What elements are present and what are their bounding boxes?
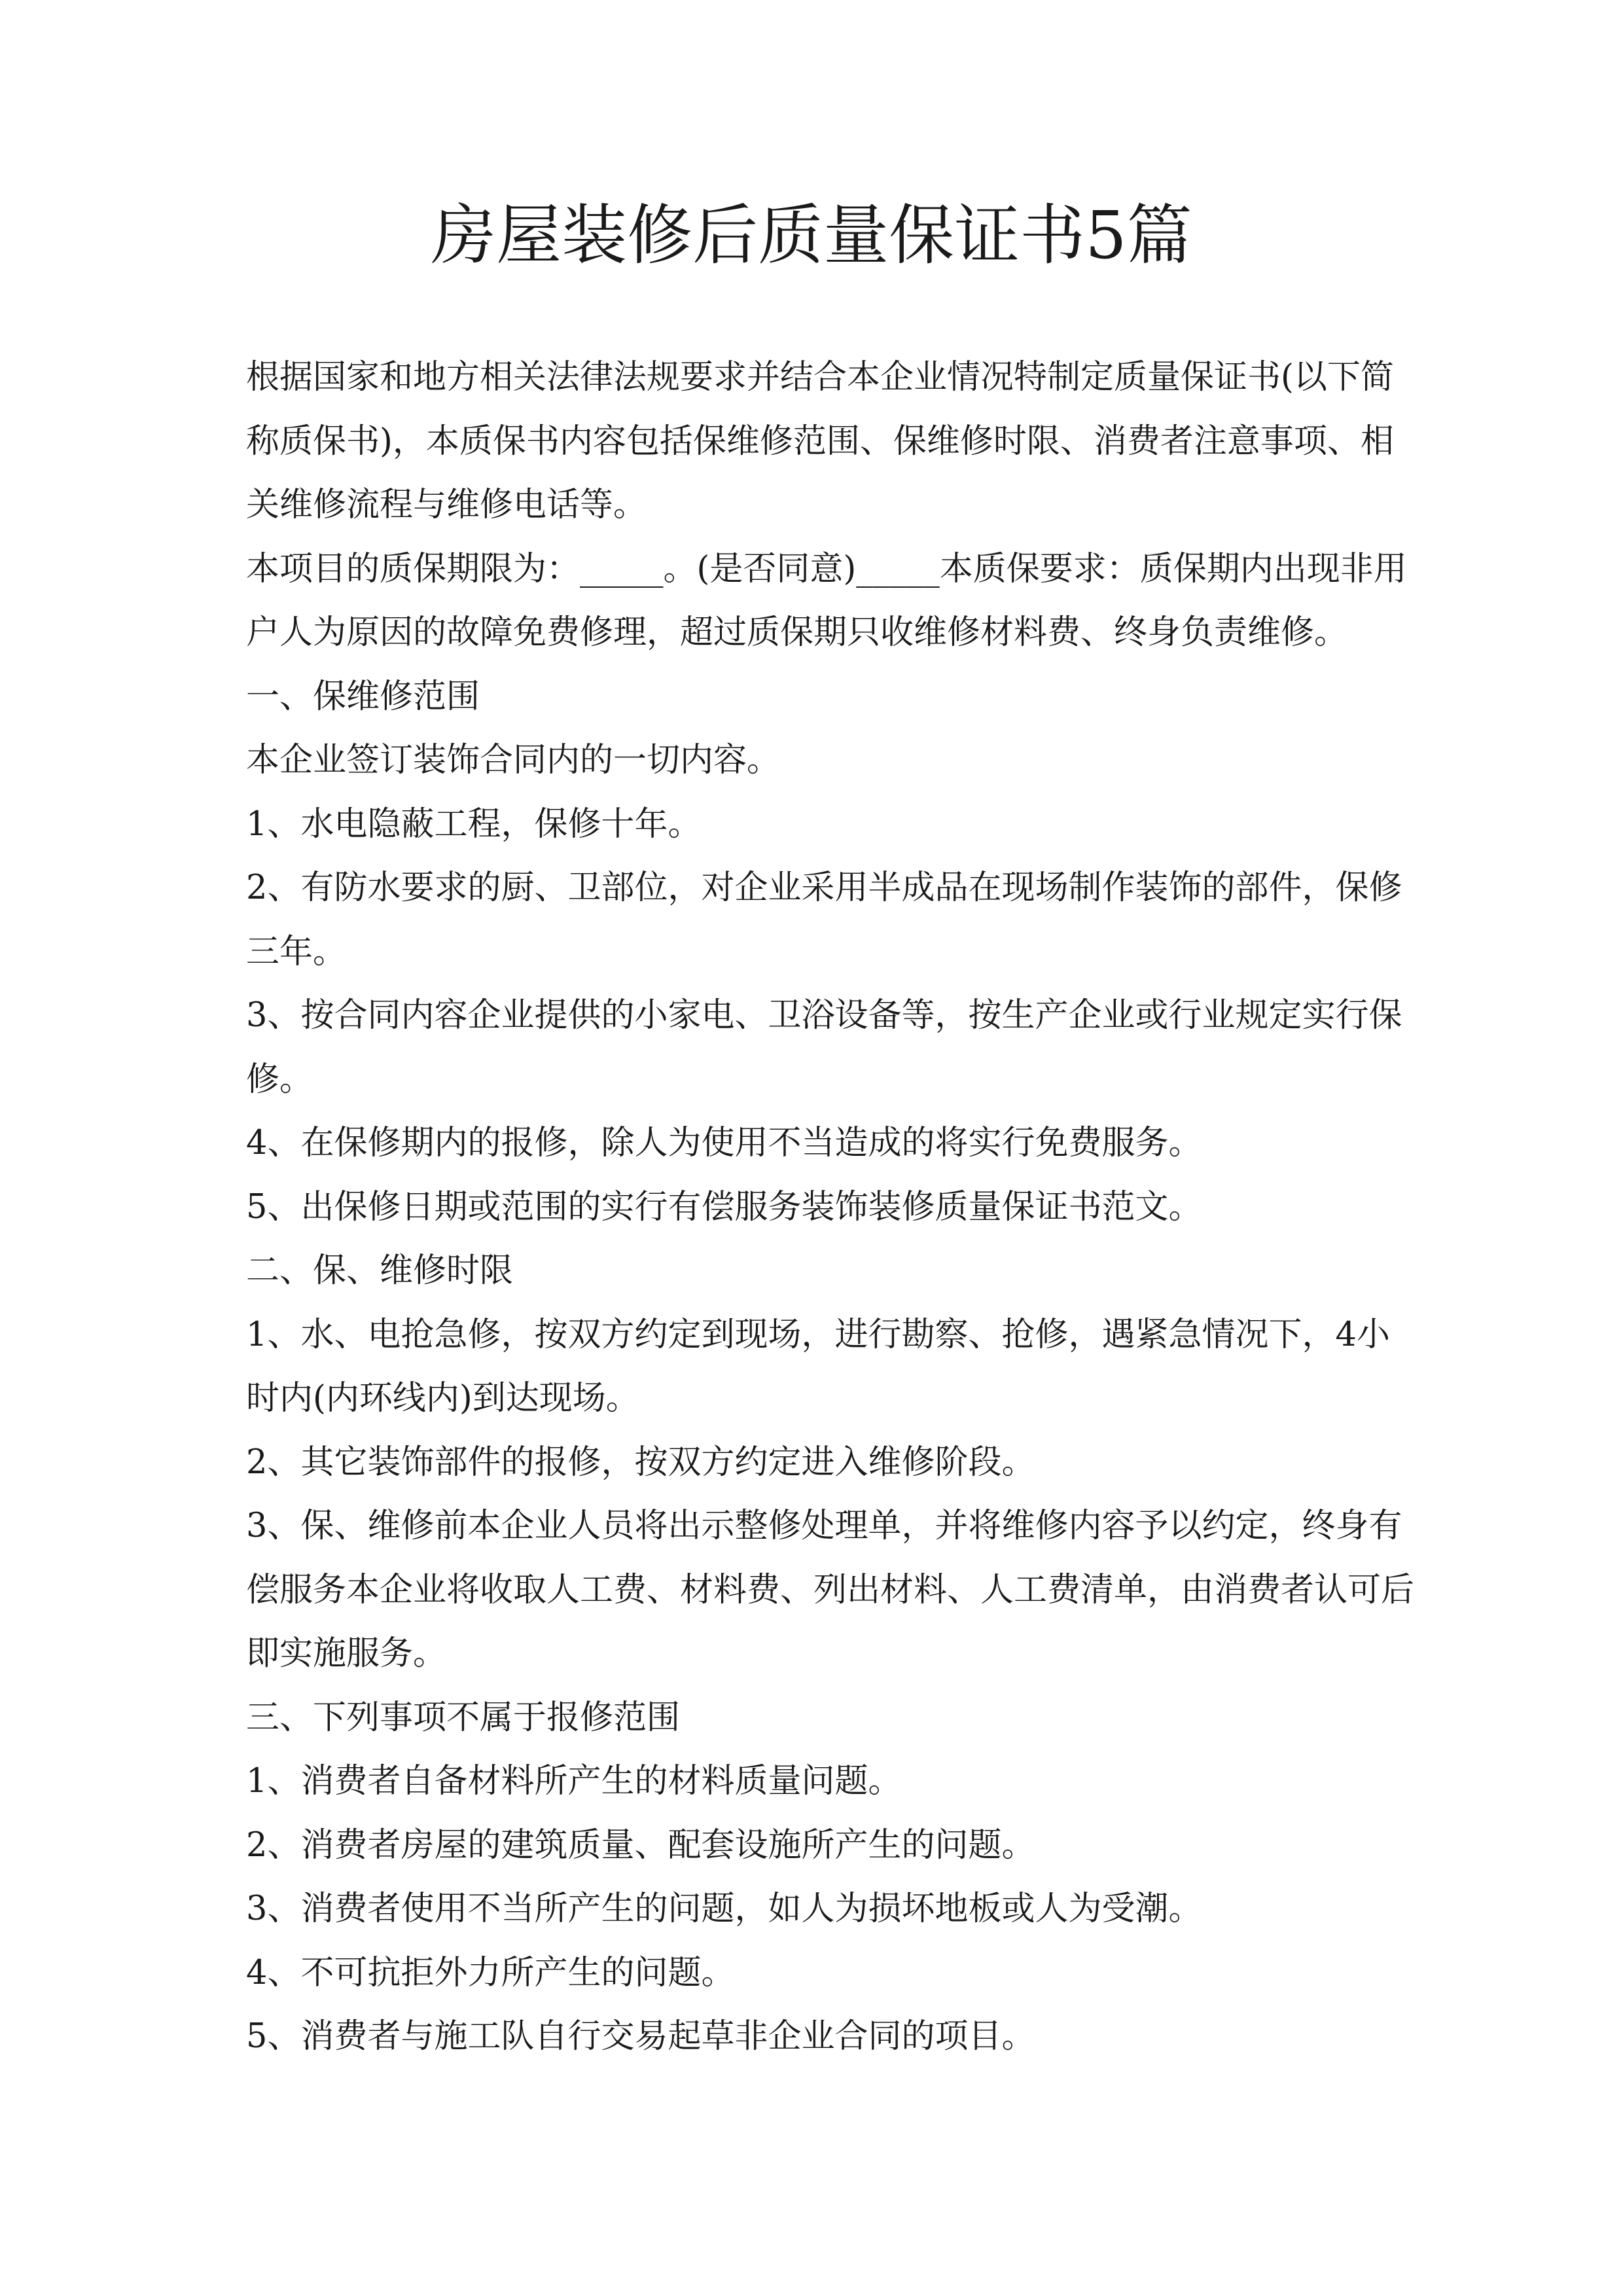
- text-line: 5、消费者与施工队自行交易起草非企业合同的项目。: [246, 2017, 1035, 2056]
- text-line: 修。: [246, 1060, 313, 1099]
- text-line: 3、保、维修前本企业人员将出示整修处理单，并将维修内容予以约定，终身有: [246, 1507, 1402, 1545]
- text-line: 称质保书)，本质保书内容包括保维修范围、保维修时限、消费者注意事项、相: [246, 422, 1394, 461]
- text-line: 2、消费者房屋的建筑质量、配套设施所产生的问题。: [246, 1825, 1035, 1865]
- text-line: 三年。: [246, 932, 347, 971]
- text-line: 3、消费者使用不当所产生的问题，如人为损坏地板或人为受潮。: [246, 1890, 1202, 1928]
- text-line: 1、水电隐蔽工程，保修十年。: [246, 804, 702, 844]
- text-line: 二、保、维修时限: [246, 1251, 514, 1290]
- text-line: 4、不可抗拒外力所产生的问题。: [246, 1953, 735, 1992]
- text-line: 三、下列事项不属于报修范围: [246, 1698, 681, 1737]
- document-title: 房屋装修后质量保证书5篇: [431, 197, 1192, 274]
- text-line: 本项目的质保期限为：_____。(是否同意)_____本质保要求：质保期内出现非用: [246, 549, 1407, 588]
- text-line: 一、保维修范围: [246, 677, 480, 716]
- text-line: 时内(内环线内)到达现场。: [246, 1379, 639, 1418]
- text-line: 1、消费者自备材料所产生的材料质量问题。: [246, 1762, 902, 1801]
- text-line: 根据国家和地方相关法律法规要求并结合本企业情况特制定质量保证书(以下简: [246, 358, 1394, 397]
- text-line: 1、水、电抢急修，按双方约定到现场，进行勘察、抢修，遇紧急情况下，4小: [246, 1315, 1390, 1354]
- text-line: 即实施服务。: [246, 1634, 447, 1673]
- text-line: 2、有防水要求的厨、卫部位，对企业采用半成品在现场制作装饰的部件，保修: [246, 869, 1402, 907]
- text-line: 偿服务本企业将收取人工费、材料费、列出材料、人工费清单，由消费者认可后: [246, 1570, 1415, 1609]
- text-line: 本企业签订装饰合同内的一切内容。: [246, 741, 781, 780]
- text-line: 关维修流程与维修电话等。: [246, 486, 647, 524]
- text-line: 4、在保修期内的报修，除人为使用不当造成的将实行免费服务。: [246, 1124, 1202, 1162]
- text-line: 3、按合同内容企业提供的小家电、卫浴设备等，按生产企业或行业规定实行保: [246, 996, 1402, 1035]
- text-line: 2、其它装饰部件的报修，按双方约定进入维修阶段。: [246, 1443, 1035, 1482]
- text-line: 户人为原因的故障免费修理，超过质保期只收维修材料费、终身负责维修。: [246, 613, 1348, 652]
- text-line: 5、出保修日期或范围的实行有偿服务装饰装修质量保证书范文。: [246, 1187, 1202, 1227]
